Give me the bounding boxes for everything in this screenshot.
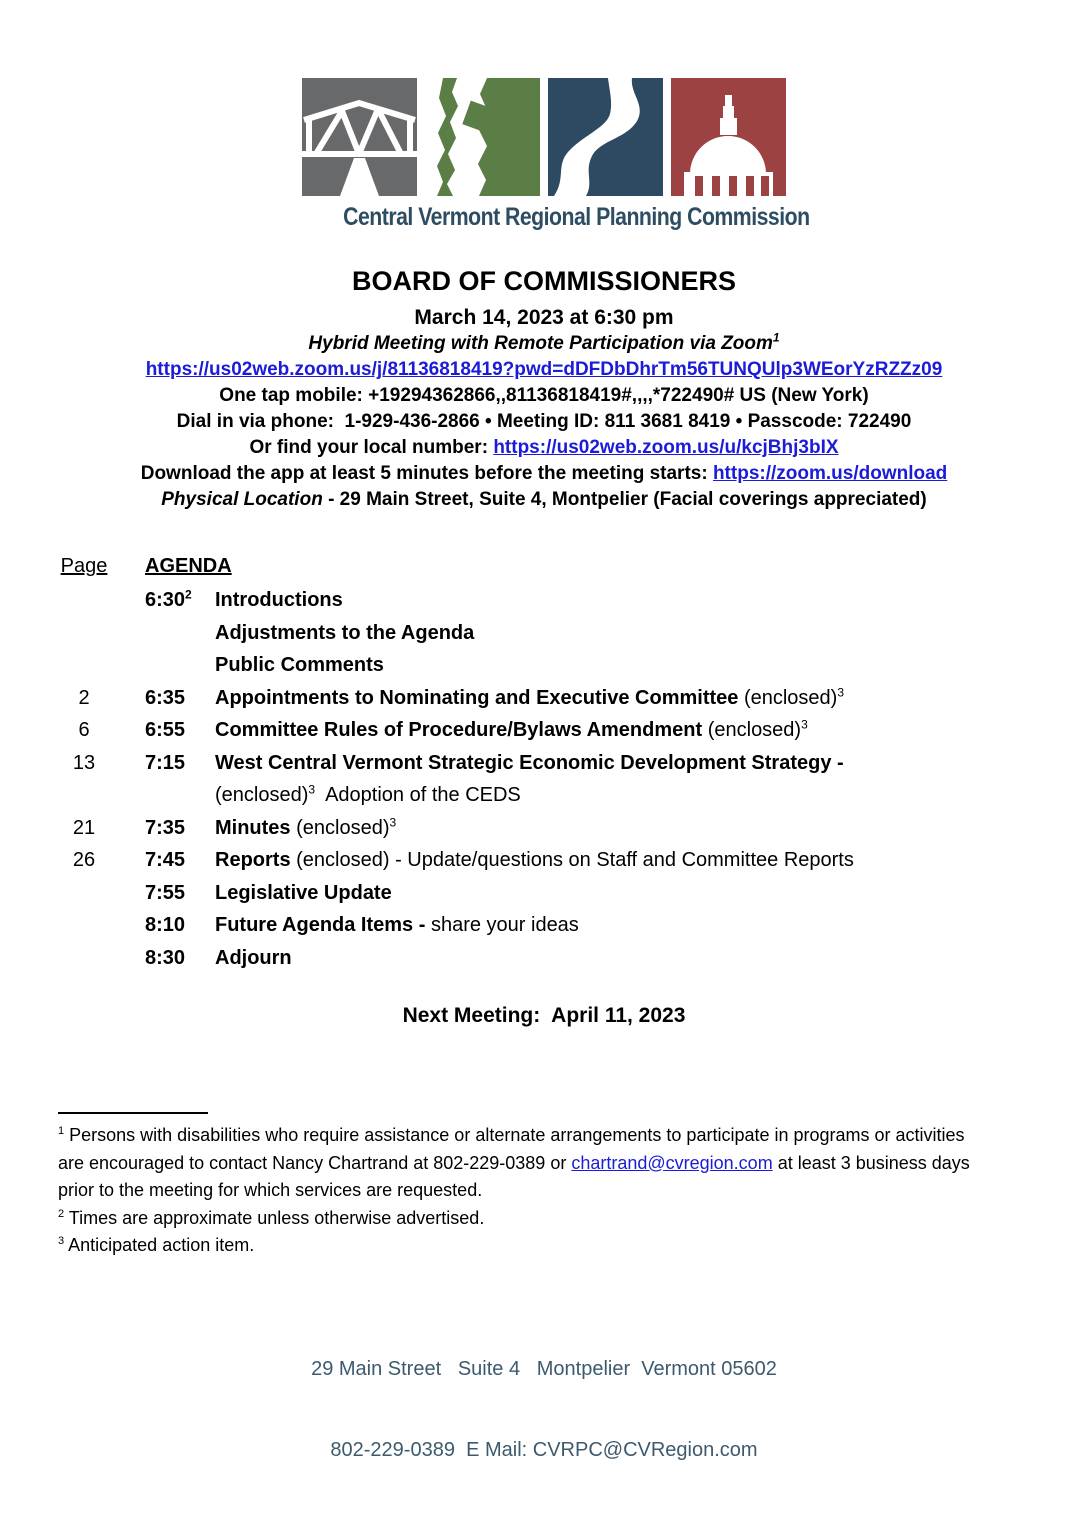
- agenda-page-number: 21: [72, 816, 96, 839]
- meeting-type-text: Hybrid Meeting with Remote Participation via Zoom: [308, 333, 773, 354]
- agenda-item-title: [215, 877, 1088, 910]
- agenda-time: [145, 812, 215, 845]
- agenda-page-number: 13: [72, 751, 96, 774]
- agenda-rows: [58, 584, 1088, 974]
- footnote-marker-3: 3: [58, 1235, 65, 1247]
- agenda-time-text: 7:55: [145, 881, 186, 904]
- page-footer: [0, 1302, 1088, 1518]
- agenda-row: [58, 584, 1088, 617]
- logo-panels: [302, 78, 786, 196]
- physical-location-line: [0, 487, 1088, 513]
- agenda-row: [58, 812, 1088, 845]
- agenda-item-normal-text: (enclosed): [215, 784, 309, 806]
- agenda-item-rest-text: - Update/questions on Staff and Committee Reports: [389, 849, 854, 871]
- agenda-item-bold-text: Introductions: [215, 589, 343, 611]
- agenda-row: [58, 844, 1088, 877]
- footnote-1: [58, 1122, 978, 1205]
- agenda-item-bold-text: Committee Rules of Procedure/Bylaws Amendment: [215, 719, 703, 741]
- footnote-ref-1: 1: [772, 330, 780, 345]
- agenda-row: [58, 649, 1088, 682]
- agenda-time: [145, 747, 215, 780]
- agenda-time: [145, 942, 215, 975]
- agenda-item-title: [215, 682, 1088, 715]
- footnote-ref: 3: [389, 814, 397, 829]
- agenda-time-text: 6:55: [145, 719, 186, 741]
- agenda-page-number: 26: [72, 849, 96, 871]
- agenda-item-bold-text: Minutes: [215, 816, 291, 839]
- bridge-icon: [302, 78, 417, 196]
- agenda-item-title: [215, 649, 1088, 682]
- agenda-time-text: 7:35: [145, 816, 186, 839]
- footnote-ref: 2: [185, 587, 192, 602]
- footnote-2: [58, 1205, 978, 1233]
- agenda-item-normal-text: (enclosed): [290, 816, 390, 839]
- meeting-datetime: March 14, 2023 at 6:30 pm: [414, 306, 674, 329]
- logo-wordmark: Central Vermont Regional Planning Commission: [343, 203, 810, 231]
- agenda-item-rest-text: Adoption of the CEDS: [315, 784, 521, 806]
- dial-in-line: Dial in via phone: 1-929-436-2866 • Meeting ID: 811 3681 8419 • Passcode: 722490: [176, 411, 912, 432]
- footnote-3-text: Anticipated action item.: [64, 1235, 255, 1255]
- footnote-1-text-post: at least 3 business days prior to the meeting for which services are requested.: [58, 1152, 975, 1200]
- agenda-time: [145, 617, 215, 650]
- contact-email-link[interactable]: chartrand@cvregion.com: [571, 1152, 773, 1173]
- agenda-page-number: 2: [78, 686, 90, 709]
- agenda-item-normal-text: (enclosed): [702, 719, 802, 741]
- agenda-time: [145, 877, 215, 910]
- agenda-page-number: [58, 877, 110, 910]
- footnote-3: [58, 1232, 978, 1260]
- agenda-time: [145, 682, 215, 715]
- agenda-time-text: 6:30: [145, 589, 186, 611]
- page-column-header: Page: [60, 555, 108, 577]
- agenda-page-number: [58, 617, 110, 650]
- zoom-meeting-link[interactable]: https://us02web.zoom.us/j/81136818419?pwd=dDFDbDhrTm56TUNQUlp3WEorYzRZZz09: [145, 359, 943, 380]
- agenda-page-number: [58, 649, 110, 682]
- agenda-item-title: [215, 844, 1088, 877]
- local-number-line: [0, 435, 1088, 461]
- agenda-time: [145, 909, 215, 942]
- agenda-item-title: [215, 779, 1088, 812]
- agenda-item-rest-text: share your ideas: [425, 914, 579, 936]
- page-title: BOARD OF COMMISSIONERS: [351, 266, 736, 296]
- agenda-column-headers: [58, 551, 1088, 581]
- agenda-item-title: [215, 617, 1088, 650]
- footnote-ref: 3: [837, 684, 845, 699]
- agenda-row: [58, 617, 1088, 650]
- agenda-item-title: [215, 942, 1088, 975]
- agenda-time: [145, 714, 215, 747]
- meeting-header: [0, 266, 1088, 513]
- agenda-row: [58, 942, 1088, 975]
- next-meeting-line: Next Meeting: April 11, 2023: [402, 1004, 686, 1027]
- zoom-link-line: [0, 357, 1088, 383]
- agenda-item-bold-text: Future Agenda Items -: [215, 914, 426, 936]
- agenda-item-title: [215, 584, 1088, 617]
- agenda-section: [58, 551, 1088, 974]
- agenda-item-bold-text: Legislative Update: [215, 881, 392, 904]
- footnote-ref: 3: [308, 782, 316, 797]
- agenda-row: [58, 779, 1088, 812]
- agenda-item-title: [215, 909, 1088, 942]
- physical-location-label: Physical Location: [161, 489, 323, 510]
- agenda-time: [145, 649, 215, 682]
- local-number-label: Or find your local number:: [249, 437, 494, 458]
- agenda-row: [58, 714, 1088, 747]
- capitol-dome-icon: [671, 78, 786, 196]
- agenda-item-bold-text: Adjourn: [215, 946, 292, 969]
- agenda-item-normal-text: (enclosed): [290, 849, 390, 871]
- footer-contact: 802-229-0389 E Mail: CVRPC@CVRegion.com: [330, 1438, 758, 1461]
- agenda-item-bold-text: Reports: [215, 849, 291, 871]
- physical-location-text: - 29 Main Street, Suite 4, Montpelier (Facial coverings appreciated): [322, 489, 927, 510]
- cvrpc-logo: [302, 0, 810, 232]
- local-number-link[interactable]: https://us02web.zoom.us/u/kcjBhj3bIX: [493, 437, 839, 458]
- footer-address: 29 Main Street Suite 4 Montpelier Vermont 05602: [311, 1357, 777, 1380]
- agenda-item-bold-text: West Central Vermont Strategic Economic Development Strategy -: [215, 751, 844, 774]
- agenda-time-text: 7:45: [145, 849, 186, 871]
- river-icon: [548, 78, 663, 196]
- agenda-item-title: [215, 714, 1088, 747]
- meeting-type-line: [0, 331, 1088, 357]
- footnote-marker-2: 2: [58, 1207, 65, 1220]
- agenda-time-text: 8:30: [145, 946, 186, 969]
- agenda-time-text: 8:10: [145, 914, 186, 936]
- agenda-item-title: [215, 747, 1088, 780]
- agenda-item-normal-text: (enclosed): [738, 686, 838, 709]
- agenda-row: [58, 747, 1088, 780]
- footnote-marker-1: 1: [58, 1125, 65, 1137]
- agenda-time: [145, 779, 215, 812]
- download-line: [0, 461, 1088, 487]
- agenda-time-text: 7:15: [145, 751, 186, 774]
- zoom-download-link[interactable]: https://zoom.us/download: [712, 463, 948, 484]
- agenda-time: [145, 584, 215, 617]
- vermont-map-icon: [425, 78, 540, 196]
- agenda-page-number: [58, 909, 110, 942]
- footnote-2-text: Times are approximate unless otherwise advertised.: [64, 1207, 485, 1228]
- footnotes-section: [58, 1122, 978, 1260]
- agenda-row: [58, 682, 1088, 715]
- agenda-time: [145, 844, 215, 877]
- footnote-separator: [58, 1112, 208, 1114]
- agenda-time-text: 6:35: [145, 686, 186, 709]
- agenda-item-bold-text: Public Comments: [215, 654, 384, 676]
- agenda-item-title: [215, 812, 1088, 845]
- agenda-page-number: [58, 584, 110, 617]
- agenda-page-number: 6: [78, 719, 90, 741]
- one-tap-line: One tap mobile: +19294362866,,81136818419#,,,,*722490# US (New York): [219, 385, 869, 406]
- agenda-row: [58, 909, 1088, 942]
- agenda-page-number: [58, 942, 110, 975]
- agenda-item-bold-text: Adjustments to the Agenda: [215, 621, 475, 644]
- download-label: Download the app at least 5 minutes before the meeting starts:: [140, 463, 713, 484]
- agenda-item-bold-text: Appointments to Nominating and Executive Committee: [215, 686, 739, 709]
- agenda-header: AGENDA: [145, 555, 232, 577]
- agenda-page-number: [58, 779, 110, 812]
- agenda-row: [58, 877, 1088, 910]
- footnote-ref: 3: [801, 717, 808, 732]
- footnote-1-text: Persons with disabilities who require assistance or alternate arrangements to participate in programs or activities are encouraged to contact Nancy Chartrand at 802-229-0389 or: [58, 1125, 970, 1173]
